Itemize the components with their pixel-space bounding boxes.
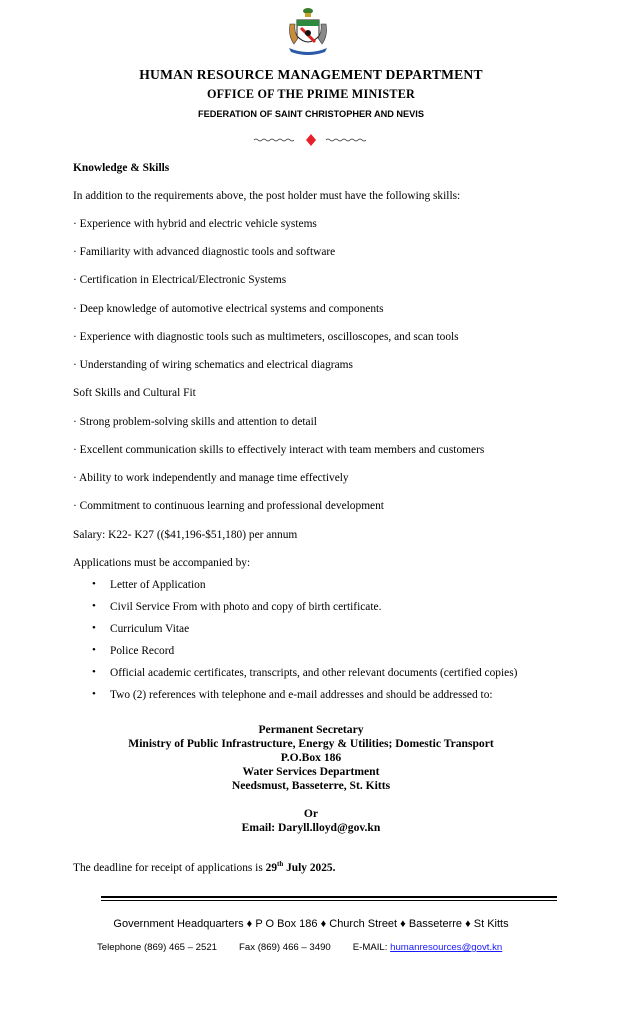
footer-contacts xyxy=(97,942,502,953)
footer-divider xyxy=(101,896,557,898)
salary-text: Salary: K22- K27 (($41,196-$51,180) per annum xyxy=(73,529,298,541)
deadline-suffix: th xyxy=(277,860,284,869)
skill-item: · Understanding of wiring schematics and electrical diagrams xyxy=(73,359,353,371)
address-line: Needsmust, Basseterre, St. Kitts xyxy=(231,779,391,792)
footer-fax: Fax (869) 466 – 3490 xyxy=(239,942,331,953)
address-line: Permanent Secretary xyxy=(258,723,364,736)
soft-skill-item: · Commitment to continuous learning and professional development xyxy=(73,500,384,512)
skill-item: · Certification in Electrical/Electronic Systems xyxy=(73,274,287,286)
footer-telephone: Telephone (869) 465 – 2521 xyxy=(97,942,218,953)
bullet-icon: • xyxy=(92,688,96,700)
requirement-item: Letter of Application xyxy=(110,579,206,591)
skill-item: · Experience with hybrid and electric vehicle systems xyxy=(73,218,317,230)
deadline-prefix: The deadline for receipt of applications is xyxy=(73,862,266,874)
soft-skills-title: Soft Skills and Cultural Fit xyxy=(73,387,196,399)
requirement-item: Official academic certificates, transcripts, and other relevant documents (certified copies) xyxy=(110,667,518,679)
skill-item: · Familiarity with advanced diagnostic tools and software xyxy=(73,246,336,258)
footer-address: Government Headquarters ♦ P O Box 186 ♦ Church Street ♦ Basseterre ♦ St Kitts xyxy=(113,918,509,930)
footer-divider-thin xyxy=(101,900,557,901)
bullet-icon: • xyxy=(92,600,96,612)
requirement-item: Two (2) references with telephone and e-mail addresses and should be addressed to: xyxy=(110,689,493,701)
department-title: HUMAN RESOURCE MANAGEMENT DEPARTMENT xyxy=(139,67,483,82)
bullet-icon: • xyxy=(92,666,96,678)
soft-skill-item: · Strong problem-solving skills and attention to detail xyxy=(73,416,317,428)
requirement-item: Civil Service From with photo and copy of birth certificate. xyxy=(110,601,382,613)
footer-email-link[interactable]: humanresources@govt.kn xyxy=(390,942,503,953)
soft-skill-item: · Excellent communication skills to effectively interact with team members and customers xyxy=(73,444,485,456)
bullet-icon: • xyxy=(92,622,96,634)
skill-item: · Experience with diagnostic tools such as multimeters, oscilloscopes, and scan tools xyxy=(73,331,459,343)
bullet-icon: • xyxy=(92,578,96,590)
address-line: P.O.Box 186 xyxy=(280,751,342,764)
deadline-day: 29 xyxy=(265,862,278,874)
requirement-item: Police Record xyxy=(110,645,175,657)
contact-email[interactable]: Email: Daryll.lloyd@gov.kn xyxy=(241,821,381,834)
deadline-text xyxy=(73,862,335,874)
section-title: Knowledge & Skills xyxy=(73,162,170,174)
skill-item: · Deep knowledge of automotive electrical systems and components xyxy=(73,303,384,315)
footer-email-label: E-MAIL: xyxy=(352,942,391,953)
address-or: Or xyxy=(303,807,319,820)
soft-skill-item: · Ability to work independently and manage time effectively xyxy=(73,472,349,484)
bullet-icon: • xyxy=(92,644,96,656)
red-diamond-icon xyxy=(306,134,316,146)
ornament-divider xyxy=(246,133,376,147)
federation-title: FEDERATION OF SAINT CHRISTOPHER AND NEVIS xyxy=(198,109,424,119)
applications-intro: Applications must be accompanied by: xyxy=(73,557,251,569)
deadline-date: July 2025. xyxy=(283,862,336,874)
coat-of-arms-icon xyxy=(285,6,331,56)
address-line: Water Services Department xyxy=(242,765,380,778)
requirement-item: Curriculum Vitae xyxy=(110,623,190,635)
address-line: Ministry of Public Infrastructure, Energy & Utilities; Domestic Transport xyxy=(128,737,494,750)
office-title: OFFICE OF THE PRIME MINISTER xyxy=(206,87,416,101)
intro-text: In addition to the requirements above, the post holder must have the following skills: xyxy=(73,190,461,202)
